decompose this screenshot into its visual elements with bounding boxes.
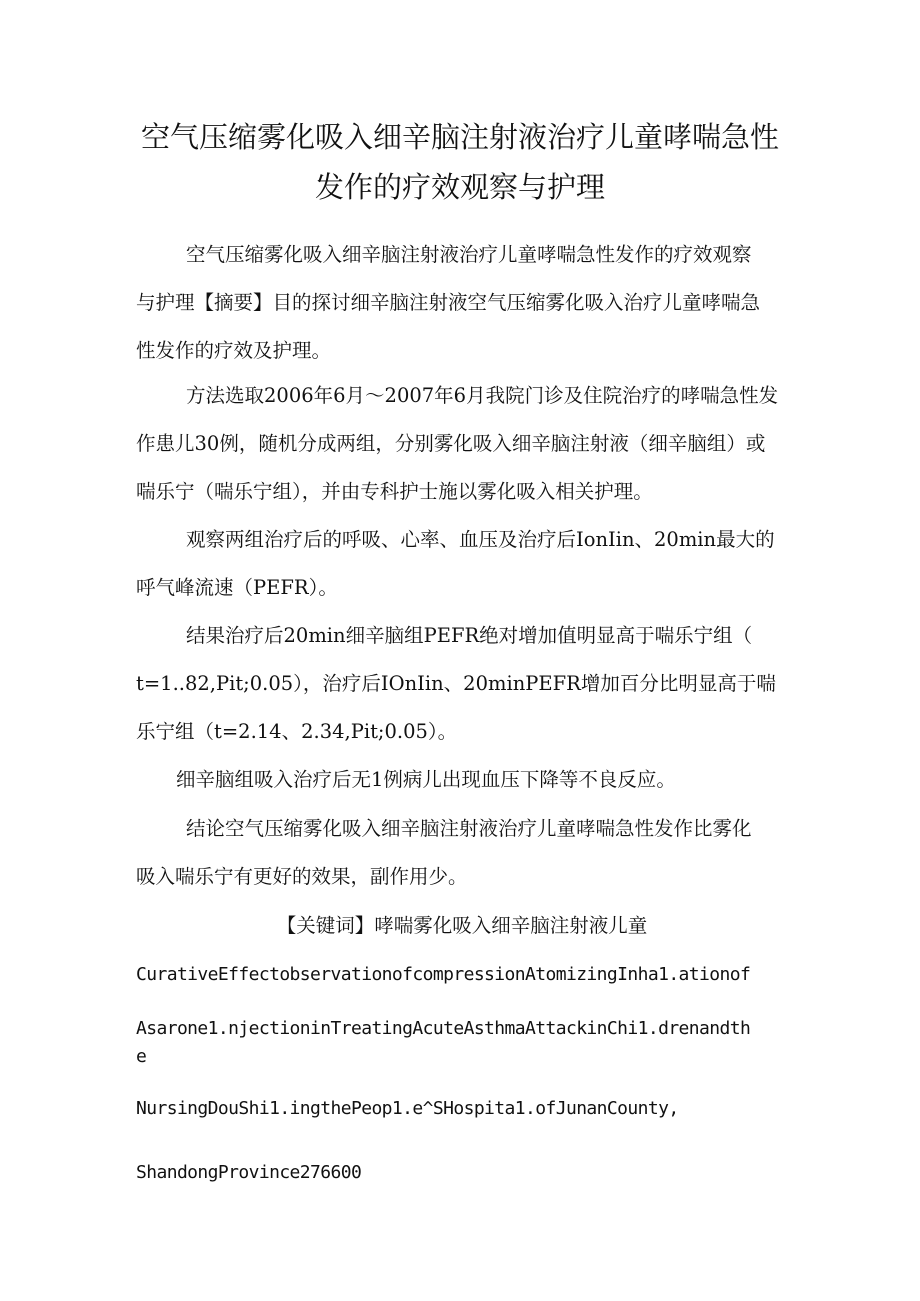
abstract-paragraph-adverse	[136, 756, 788, 804]
paragraph-line: 空气压缩雾化吸入细辛脑注射液治疗儿童哮喘急性发作的疗效观察	[186, 243, 752, 266]
paragraph-line: 呼气峰流速（PEFR）。	[136, 576, 338, 599]
paragraph-line: t=1..82,Pit;0.05），治疗后IOnIin、20minPEFR增加百分比明显高于喘	[136, 672, 776, 695]
paragraph-line: 细辛脑组吸入治疗后无1例病儿出现血压下降等不良反应。	[176, 768, 676, 791]
abstract-paragraph-methods	[136, 372, 788, 516]
paragraph-line: 观察两组治疗后的呼吸、心率、血压及治疗后IonIin、20min最大的	[186, 528, 775, 551]
english-title-line-2: Asarone1.njectioninTreatingAcuteAsthmaAttackinChi1.drenandth	[136, 1018, 751, 1039]
abstract-paragraph-conclusion	[136, 805, 788, 901]
paragraph-line: 与护理【摘要】目的探讨细辛脑注射液空气压缩雾化吸入治疗儿童哮喘急	[136, 291, 761, 314]
keywords: 【关键词】哮喘雾化吸入细辛脑注射液儿童	[276, 914, 648, 937]
english-title-line-1: CurativeEffectobservationofcompressionAtomizingInha1.ationof	[136, 964, 751, 985]
english-affiliation-line-2: ShandongProvince276600	[136, 1162, 362, 1183]
paragraph-line: 作患儿30例，随机分成两组，分别雾化吸入细辛脑注射液（细辛脑组）或	[136, 432, 766, 455]
abstract-paragraph-observation	[136, 516, 788, 612]
paragraph-line: 结果治疗后20min细辛脑组PEFR绝对增加值明显高于喘乐宁组（	[186, 624, 753, 647]
paragraph-line: 乐宁组（t=2.14、2.34,Pit;0.05）。	[136, 720, 458, 743]
paragraph-line: 方法选取2006年6月～2007年6月我院门诊及住院治疗的哮喘急性发	[186, 384, 779, 407]
title-line-1: 空气压缩雾化吸入细辛脑注射液治疗儿童哮喘急性	[140, 120, 779, 154]
paragraph-line: 性发作的疗效及护理。	[136, 339, 332, 362]
title-line-2: 发作的疗效观察与护理	[314, 170, 605, 204]
document-title	[110, 112, 810, 212]
abstract-paragraph-results	[136, 612, 788, 756]
abstract-paragraph-1	[136, 231, 788, 375]
paragraph-line: 喘乐宁（喘乐宁组），并由专科护士施以雾化吸入相关护理。	[136, 480, 653, 503]
english-title-line-2-wrap: e	[136, 1046, 147, 1067]
english-affiliation-line-1: NursingDouShi1.ingthePeop1.e^SHospita1.ofJunanCounty,	[136, 1098, 679, 1119]
paragraph-line: 结论空气压缩雾化吸入细辛脑注射液治疗儿童哮喘急性发作比雾化	[186, 817, 752, 840]
paragraph-line: 吸入喘乐宁有更好的效果，副作用少。	[136, 865, 468, 888]
